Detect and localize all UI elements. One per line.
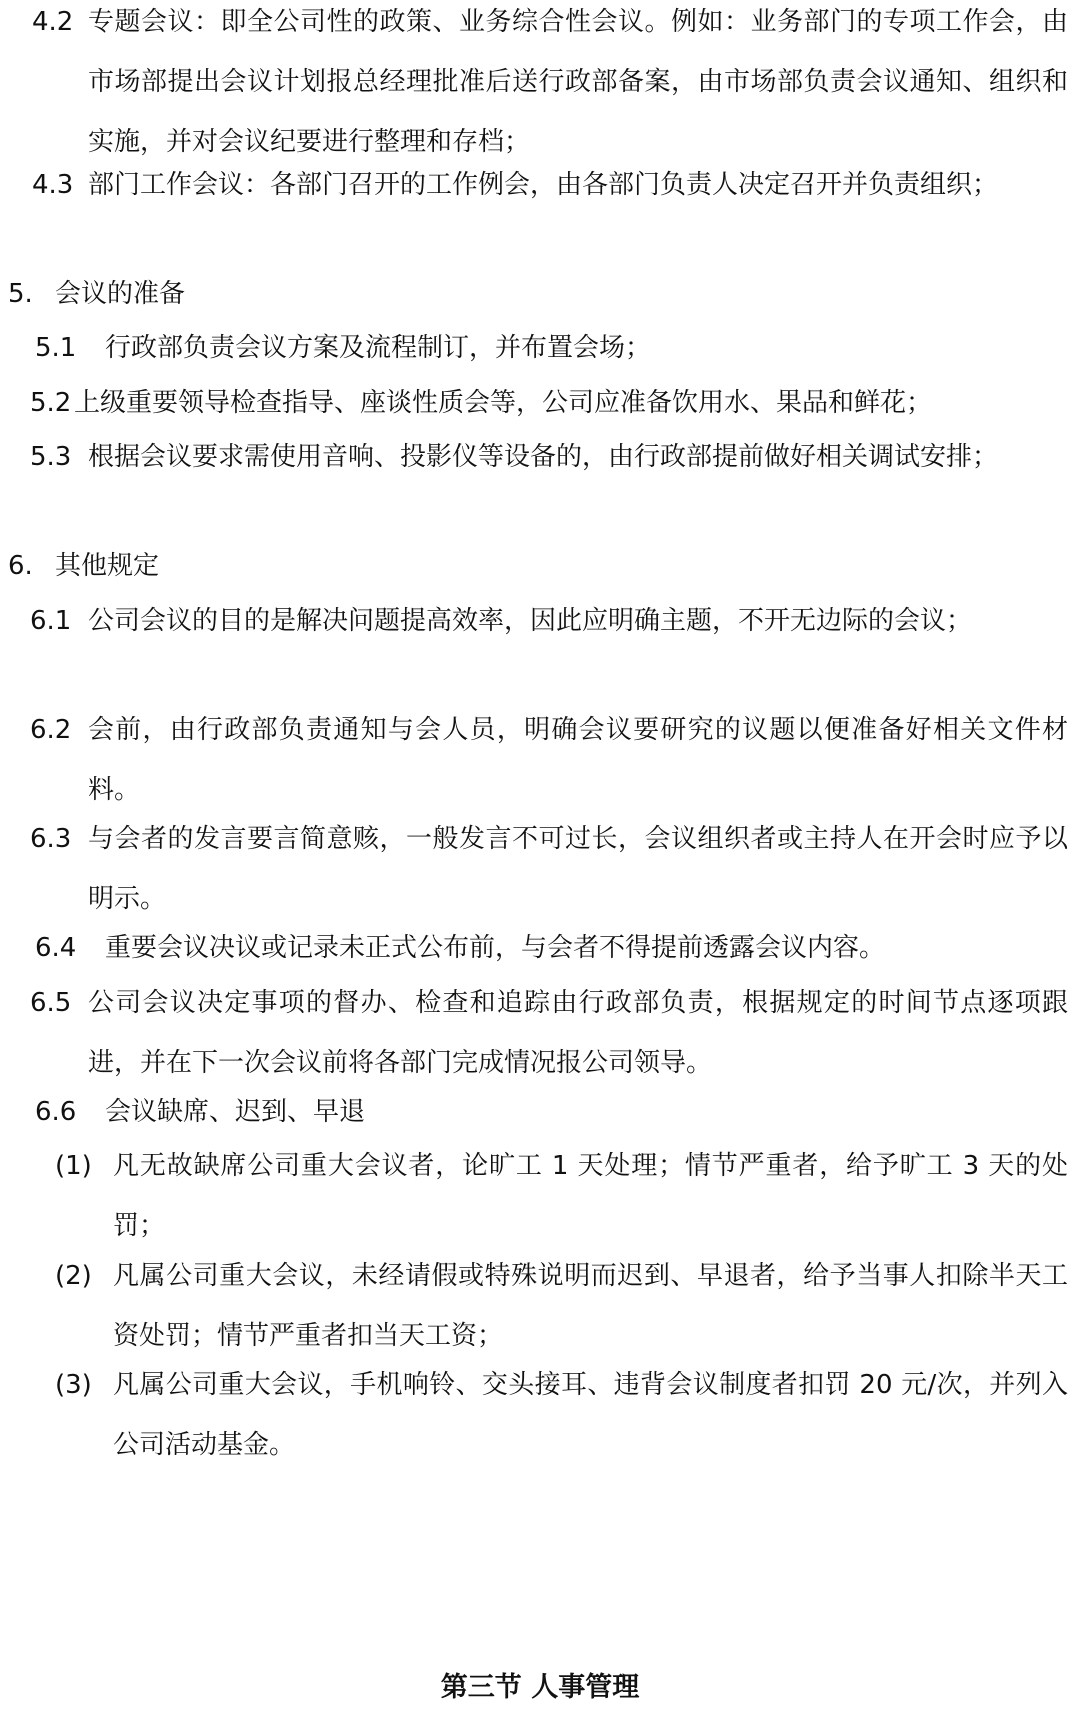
clause-number: 6.5 <box>30 988 72 1018</box>
clause-number: 5.2 <box>30 388 72 418</box>
heading-text: 会议的准备 <box>55 279 186 309</box>
clause-number: 6.4 <box>35 933 77 963</box>
clause-text: 会议缺席、迟到、早退 <box>105 1097 366 1127</box>
clause-text: 专题会议：即全公司性的政策、业务综合性会议。例如：业务部门的专项工作会，由市场部提出会议计划报总经理批准后送行政部备案，由市场部负责会议通知、组织和实施，并对会议纪要进行整理和存档； <box>88 7 1068 157</box>
clause-number: 6.1 <box>30 606 72 636</box>
heading-number: 6. <box>8 551 33 581</box>
clause-text: 重要会议决议或记录未正式公布前，与会者不得提前透露会议内容。 <box>105 933 886 963</box>
clause-text: 公司会议决定事项的督办、检查和追踪由行政部负责，根据规定的时间节点逐项跟进，并在下一次会议前将各部门完成情况报公司领导。 <box>88 988 1068 1078</box>
subclause-text: 凡无故缺席公司重大会议者，论旷工 1 天处理；情节严重者，给予旷工 3 天的处罚； <box>113 1151 1068 1241</box>
subclause-text: 凡属公司重大会议，未经请假或特殊说明而迟到、早退者，给予当事人扣除半天工资处罚；情节严重者扣当天工资； <box>113 1261 1068 1351</box>
clause-text: 会前，由行政部负责通知与会人员，明确会议要研究的议题以便准备好相关文件材料。 <box>88 715 1068 805</box>
clause-number: 5.1 <box>35 333 77 363</box>
subclause-number: (3) <box>55 1370 92 1400</box>
subclause-text: 凡属公司重大会议，手机响铃、交头接耳、违背会议制度者扣罚 20 元/次，并列入公司活动基金。 <box>113 1370 1068 1460</box>
clause-text: 公司会议的目的是解决问题提高效率，因此应明确主题，不开无边际的会议； <box>88 606 973 636</box>
clause-text: 行政部负责会议方案及流程制订，并布置会场； <box>105 333 652 363</box>
clause-text: 部门工作会议：各部门召开的工作例会，由各部门负责人决定召开并负责组织； <box>88 170 999 200</box>
clause-number: 6.6 <box>35 1097 77 1127</box>
clause-number: 4.2 <box>32 7 74 37</box>
section-title: 第三节 人事管理 <box>440 1672 640 1703</box>
heading-text: 其他规定 <box>55 551 160 581</box>
clause-text: 与会者的发言要言简意赅，一般发言不可过长，会议组织者或主持人在开会时应予以明示。 <box>88 824 1068 914</box>
clause-number: 5.3 <box>30 442 72 472</box>
clause-text: 根据会议要求需使用音响、投影仪等设备的，由行政部提前做好相关调试安排； <box>88 442 999 472</box>
heading-number: 5. <box>8 279 33 309</box>
clause-number: 6.3 <box>30 824 72 854</box>
clause-number: 6.2 <box>30 715 72 745</box>
clause-text: 上级重要领导检查指导、座谈性质会等，公司应准备饮用水、果品和鲜花； <box>74 388 933 418</box>
subclause-number: (2) <box>55 1261 92 1291</box>
clause-number: 4.3 <box>32 170 74 200</box>
subclause-number: (1) <box>55 1151 92 1181</box>
